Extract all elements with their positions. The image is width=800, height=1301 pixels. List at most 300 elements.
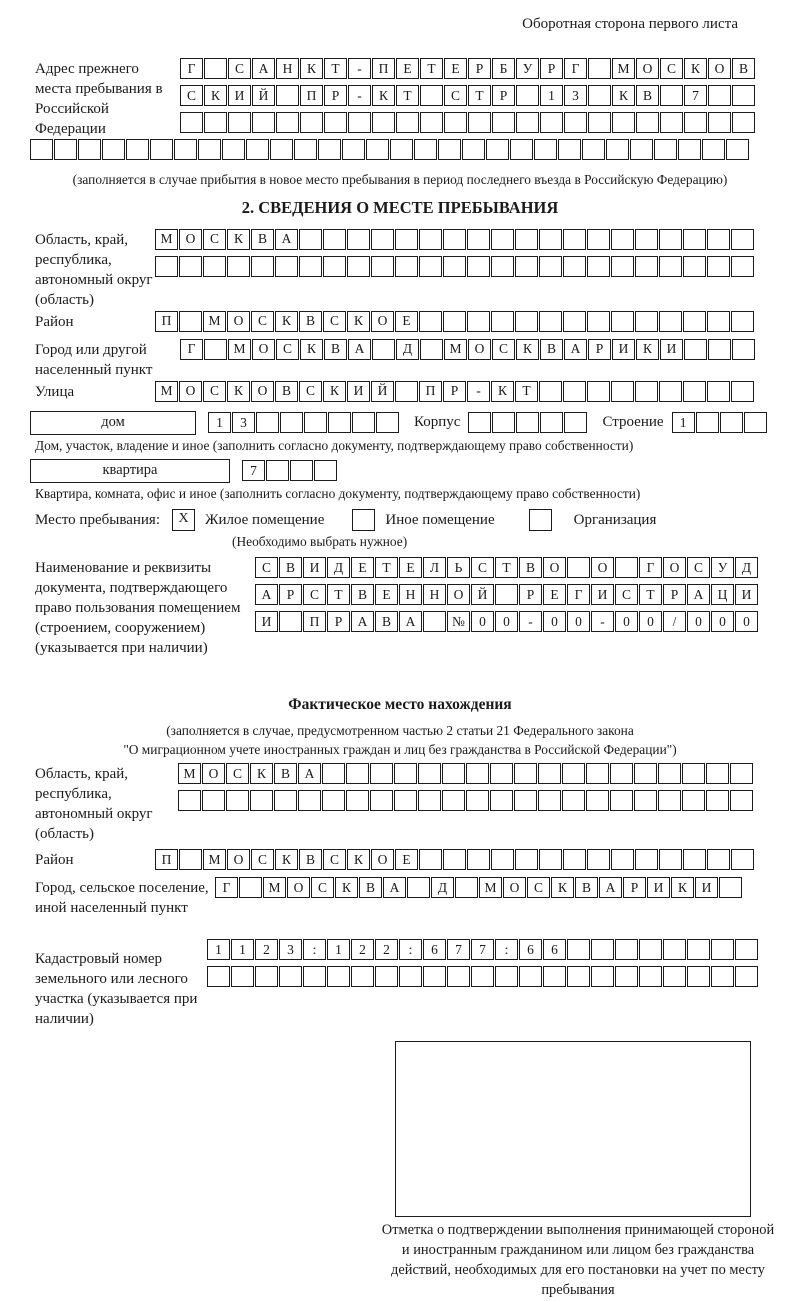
char-cell[interactable] xyxy=(348,112,371,133)
char-cell[interactable]: К xyxy=(300,339,323,360)
char-cell[interactable]: О xyxy=(591,557,614,578)
char-cell[interactable] xyxy=(540,412,563,433)
char-cell[interactable]: С xyxy=(180,85,203,106)
char-cell[interactable] xyxy=(396,112,419,133)
char-cell[interactable] xyxy=(346,790,369,811)
char-cell[interactable] xyxy=(467,849,490,870)
char-cell[interactable] xyxy=(515,229,538,250)
char-cell[interactable]: : xyxy=(399,939,422,960)
char-cell[interactable] xyxy=(443,849,466,870)
char-cell[interactable] xyxy=(204,112,227,133)
char-cell[interactable] xyxy=(443,229,466,250)
char-cell[interactable] xyxy=(543,966,566,987)
char-cell[interactable] xyxy=(372,112,395,133)
char-cell[interactable]: П xyxy=(155,311,178,332)
char-cell[interactable] xyxy=(540,112,563,133)
char-cell[interactable]: Т xyxy=(639,584,662,605)
char-cell[interactable] xyxy=(419,849,442,870)
char-cell[interactable] xyxy=(612,112,635,133)
char-cell[interactable] xyxy=(346,763,369,784)
char-cell[interactable]: Е xyxy=(444,58,467,79)
char-cell[interactable] xyxy=(467,256,490,277)
char-cell[interactable] xyxy=(78,139,101,160)
char-cell[interactable] xyxy=(610,790,633,811)
char-cell[interactable] xyxy=(274,790,297,811)
char-cell[interactable] xyxy=(510,139,533,160)
char-cell[interactable] xyxy=(539,256,562,277)
char-cell[interactable] xyxy=(466,763,489,784)
char-cell[interactable] xyxy=(731,229,754,250)
char-cell[interactable] xyxy=(298,790,321,811)
char-cell[interactable]: С xyxy=(276,339,299,360)
char-cell[interactable]: И xyxy=(228,85,251,106)
char-cell[interactable] xyxy=(490,763,513,784)
char-cell[interactable]: 1 xyxy=(327,939,350,960)
char-cell[interactable] xyxy=(222,139,245,160)
char-cell[interactable] xyxy=(255,966,278,987)
char-cell[interactable]: И xyxy=(255,611,278,632)
char-cell[interactable]: 3 xyxy=(279,939,302,960)
char-cell[interactable]: К xyxy=(636,339,659,360)
char-cell[interactable] xyxy=(615,966,638,987)
char-cell[interactable] xyxy=(726,139,749,160)
char-cell[interactable] xyxy=(251,256,274,277)
char-cell[interactable] xyxy=(155,256,178,277)
char-cell[interactable]: Б xyxy=(492,58,515,79)
char-cell[interactable] xyxy=(322,790,345,811)
char-cell[interactable]: Р xyxy=(327,611,350,632)
char-cell[interactable] xyxy=(538,790,561,811)
char-cell[interactable] xyxy=(443,256,466,277)
char-cell[interactable]: К xyxy=(300,58,323,79)
char-cell[interactable]: Й xyxy=(471,584,494,605)
char-cell[interactable] xyxy=(630,139,653,160)
char-cell[interactable] xyxy=(744,412,767,433)
char-cell[interactable] xyxy=(654,139,677,160)
char-cell[interactable]: : xyxy=(495,939,518,960)
char-cell[interactable]: Т xyxy=(468,85,491,106)
char-cell[interactable]: 3 xyxy=(564,85,587,106)
char-cell[interactable] xyxy=(276,85,299,106)
char-cell[interactable] xyxy=(731,849,754,870)
char-cell[interactable] xyxy=(567,939,590,960)
char-cell[interactable] xyxy=(54,139,77,160)
char-cell[interactable] xyxy=(198,139,221,160)
char-cell[interactable]: Д xyxy=(735,557,758,578)
char-cell[interactable]: 3 xyxy=(232,412,255,433)
char-cell[interactable]: 7 xyxy=(447,939,470,960)
char-cell[interactable]: С xyxy=(203,381,226,402)
char-cell[interactable] xyxy=(707,229,730,250)
char-cell[interactable]: С xyxy=(492,339,515,360)
char-cell[interactable] xyxy=(635,849,658,870)
char-cell[interactable] xyxy=(636,112,659,133)
char-cell[interactable]: К xyxy=(250,763,273,784)
char-cell[interactable]: С xyxy=(687,557,710,578)
char-cell[interactable]: М xyxy=(203,849,226,870)
char-cell[interactable] xyxy=(467,311,490,332)
char-cell[interactable]: А xyxy=(564,339,587,360)
char-cell[interactable] xyxy=(659,256,682,277)
char-cell[interactable] xyxy=(515,311,538,332)
char-cell[interactable] xyxy=(468,412,491,433)
char-cell[interactable]: И xyxy=(347,381,370,402)
char-cell[interactable] xyxy=(696,412,719,433)
char-cell[interactable] xyxy=(730,763,753,784)
char-cell[interactable] xyxy=(615,939,638,960)
char-cell[interactable] xyxy=(323,229,346,250)
char-cell[interactable]: Р xyxy=(443,381,466,402)
char-cell[interactable]: О xyxy=(202,763,225,784)
char-cell[interactable] xyxy=(659,311,682,332)
char-cell[interactable] xyxy=(516,85,539,106)
char-cell[interactable]: П xyxy=(303,611,326,632)
char-cell[interactable] xyxy=(707,311,730,332)
char-cell[interactable] xyxy=(256,412,279,433)
char-cell[interactable]: Р xyxy=(540,58,563,79)
char-cell[interactable] xyxy=(279,966,302,987)
char-cell[interactable] xyxy=(720,412,743,433)
char-cell[interactable]: Л xyxy=(423,557,446,578)
char-cell[interactable]: О xyxy=(543,557,566,578)
char-cell[interactable]: К xyxy=(347,311,370,332)
char-cell[interactable] xyxy=(682,790,705,811)
char-cell[interactable]: С xyxy=(323,849,346,870)
char-cell[interactable]: В xyxy=(732,58,755,79)
char-cell[interactable]: С xyxy=(444,85,467,106)
char-cell[interactable] xyxy=(539,311,562,332)
char-cell[interactable] xyxy=(394,790,417,811)
char-cell[interactable] xyxy=(252,112,275,133)
char-cell[interactable]: И xyxy=(647,877,670,898)
char-cell[interactable] xyxy=(491,229,514,250)
char-cell[interactable]: О xyxy=(287,877,310,898)
char-cell[interactable]: 1 xyxy=(207,939,230,960)
char-cell[interactable]: 2 xyxy=(351,939,374,960)
char-cell[interactable] xyxy=(707,381,730,402)
char-cell[interactable]: О xyxy=(179,229,202,250)
char-cell[interactable] xyxy=(318,139,341,160)
char-cell[interactable]: В xyxy=(299,311,322,332)
char-cell[interactable]: А xyxy=(383,877,406,898)
char-cell[interactable]: 1 xyxy=(208,412,231,433)
char-cell[interactable] xyxy=(707,256,730,277)
char-cell[interactable]: К xyxy=(516,339,539,360)
char-cell[interactable] xyxy=(539,229,562,250)
char-cell[interactable] xyxy=(706,763,729,784)
char-cell[interactable]: И xyxy=(735,584,758,605)
char-cell[interactable] xyxy=(495,966,518,987)
char-cell[interactable] xyxy=(370,763,393,784)
char-cell[interactable] xyxy=(342,139,365,160)
char-cell[interactable] xyxy=(587,381,610,402)
char-cell[interactable] xyxy=(567,557,590,578)
char-cell[interactable] xyxy=(663,966,686,987)
char-cell[interactable] xyxy=(322,763,345,784)
char-cell[interactable] xyxy=(563,849,586,870)
char-cell[interactable]: О xyxy=(503,877,526,898)
char-cell[interactable] xyxy=(732,339,755,360)
char-cell[interactable] xyxy=(563,229,586,250)
char-cell[interactable]: О xyxy=(468,339,491,360)
char-cell[interactable]: С xyxy=(303,584,326,605)
char-cell[interactable]: П xyxy=(155,849,178,870)
char-cell[interactable]: В xyxy=(251,229,274,250)
char-cell[interactable] xyxy=(207,966,230,987)
char-cell[interactable]: Ц xyxy=(711,584,734,605)
char-cell[interactable]: Г xyxy=(567,584,590,605)
char-cell[interactable] xyxy=(611,381,634,402)
char-cell[interactable] xyxy=(706,790,729,811)
char-cell[interactable]: В xyxy=(519,557,542,578)
char-cell[interactable] xyxy=(611,229,634,250)
char-cell[interactable] xyxy=(202,790,225,811)
char-cell[interactable]: Т xyxy=(396,85,419,106)
char-cell[interactable]: С xyxy=(311,877,334,898)
char-cell[interactable] xyxy=(635,311,658,332)
char-cell[interactable] xyxy=(394,763,417,784)
char-cell[interactable] xyxy=(683,256,706,277)
char-cell[interactable]: К xyxy=(275,311,298,332)
char-cell[interactable]: С xyxy=(226,763,249,784)
char-cell[interactable]: А xyxy=(599,877,622,898)
char-cell[interactable] xyxy=(279,611,302,632)
char-cell[interactable]: Т xyxy=(495,557,518,578)
char-cell[interactable]: В xyxy=(636,85,659,106)
char-cell[interactable] xyxy=(588,112,611,133)
char-cell[interactable]: О xyxy=(179,381,202,402)
char-cell[interactable]: В xyxy=(324,339,347,360)
char-cell[interactable] xyxy=(563,381,586,402)
char-cell[interactable] xyxy=(587,311,610,332)
char-cell[interactable] xyxy=(684,112,707,133)
char-cell[interactable] xyxy=(466,790,489,811)
char-cell[interactable] xyxy=(266,460,289,481)
char-cell[interactable] xyxy=(735,966,758,987)
char-cell[interactable]: 0 xyxy=(543,611,566,632)
char-cell[interactable]: Р xyxy=(519,584,542,605)
char-cell[interactable]: Р xyxy=(623,877,646,898)
char-cell[interactable]: А xyxy=(399,611,422,632)
char-cell[interactable] xyxy=(468,112,491,133)
char-cell[interactable]: В xyxy=(351,584,374,605)
char-cell[interactable]: О xyxy=(227,849,250,870)
char-cell[interactable]: О xyxy=(227,311,250,332)
char-cell[interactable] xyxy=(443,311,466,332)
char-cell[interactable]: О xyxy=(371,311,394,332)
char-cell[interactable] xyxy=(179,256,202,277)
char-cell[interactable]: С xyxy=(299,381,322,402)
char-cell[interactable] xyxy=(495,584,518,605)
char-cell[interactable] xyxy=(735,939,758,960)
char-cell[interactable]: О xyxy=(252,339,275,360)
char-cell[interactable] xyxy=(395,381,418,402)
char-cell[interactable]: П xyxy=(372,58,395,79)
char-cell[interactable]: К xyxy=(551,877,574,898)
char-cell[interactable]: Г xyxy=(180,339,203,360)
char-cell[interactable] xyxy=(351,966,374,987)
char-cell[interactable]: 7 xyxy=(471,939,494,960)
char-cell[interactable]: 2 xyxy=(255,939,278,960)
char-cell[interactable]: Е xyxy=(375,584,398,605)
char-cell[interactable] xyxy=(634,790,657,811)
char-cell[interactable] xyxy=(635,381,658,402)
char-cell[interactable] xyxy=(711,966,734,987)
house-type-box[interactable] xyxy=(30,411,196,435)
char-cell[interactable]: Р xyxy=(279,584,302,605)
char-cell[interactable] xyxy=(239,877,262,898)
char-cell[interactable] xyxy=(366,139,389,160)
char-cell[interactable] xyxy=(491,849,514,870)
char-cell[interactable]: 0 xyxy=(639,611,662,632)
char-cell[interactable]: А xyxy=(298,763,321,784)
char-cell[interactable]: Р xyxy=(588,339,611,360)
char-cell[interactable] xyxy=(299,256,322,277)
char-cell[interactable]: Т xyxy=(324,58,347,79)
char-cell[interactable]: А xyxy=(275,229,298,250)
char-cell[interactable]: 6 xyxy=(543,939,566,960)
char-cell[interactable]: Т xyxy=(420,58,443,79)
char-cell[interactable]: Т xyxy=(327,584,350,605)
char-cell[interactable]: О xyxy=(251,381,274,402)
char-cell[interactable]: Е xyxy=(543,584,566,605)
char-cell[interactable]: М xyxy=(228,339,251,360)
char-cell[interactable]: Р xyxy=(492,85,515,106)
char-cell[interactable]: У xyxy=(711,557,734,578)
char-cell[interactable]: - xyxy=(348,85,371,106)
char-cell[interactable] xyxy=(534,139,557,160)
char-cell[interactable] xyxy=(467,229,490,250)
char-cell[interactable]: Е xyxy=(396,58,419,79)
char-cell[interactable] xyxy=(30,139,53,160)
char-cell[interactable] xyxy=(102,139,125,160)
char-cell[interactable] xyxy=(491,311,514,332)
char-cell[interactable]: : xyxy=(303,939,326,960)
char-cell[interactable] xyxy=(347,256,370,277)
char-cell[interactable]: К xyxy=(227,381,250,402)
char-cell[interactable] xyxy=(420,339,443,360)
char-cell[interactable]: О xyxy=(371,849,394,870)
char-cell[interactable]: 1 xyxy=(540,85,563,106)
char-cell[interactable] xyxy=(314,460,337,481)
char-cell[interactable] xyxy=(491,256,514,277)
char-cell[interactable] xyxy=(558,139,581,160)
char-cell[interactable]: Д xyxy=(396,339,419,360)
char-cell[interactable] xyxy=(420,85,443,106)
char-cell[interactable] xyxy=(294,139,317,160)
char-cell[interactable]: Н xyxy=(423,584,446,605)
char-cell[interactable]: К xyxy=(275,849,298,870)
char-cell[interactable]: Т xyxy=(375,557,398,578)
char-cell[interactable] xyxy=(563,256,586,277)
char-cell[interactable] xyxy=(588,85,611,106)
char-cell[interactable]: О xyxy=(663,557,686,578)
char-cell[interactable] xyxy=(562,763,585,784)
char-cell[interactable] xyxy=(174,139,197,160)
char-cell[interactable]: Й xyxy=(371,381,394,402)
char-cell[interactable] xyxy=(730,790,753,811)
char-cell[interactable] xyxy=(678,139,701,160)
char-cell[interactable] xyxy=(663,939,686,960)
char-cell[interactable]: / xyxy=(663,611,686,632)
char-cell[interactable] xyxy=(407,877,430,898)
char-cell[interactable] xyxy=(711,939,734,960)
char-cell[interactable] xyxy=(270,139,293,160)
char-cell[interactable]: К xyxy=(347,849,370,870)
char-cell[interactable] xyxy=(707,849,730,870)
char-cell[interactable]: У xyxy=(516,58,539,79)
char-cell[interactable] xyxy=(514,790,537,811)
char-cell[interactable] xyxy=(471,966,494,987)
char-cell[interactable]: М xyxy=(479,877,502,898)
char-cell[interactable]: С xyxy=(251,849,274,870)
char-cell[interactable] xyxy=(635,256,658,277)
char-cell[interactable] xyxy=(564,112,587,133)
stay-other-premises-checkbox[interactable] xyxy=(352,509,375,531)
char-cell[interactable] xyxy=(304,412,327,433)
char-cell[interactable] xyxy=(634,763,657,784)
char-cell[interactable] xyxy=(455,877,478,898)
char-cell[interactable]: С xyxy=(323,311,346,332)
char-cell[interactable] xyxy=(390,139,413,160)
char-cell[interactable] xyxy=(658,790,681,811)
char-cell[interactable] xyxy=(515,256,538,277)
char-cell[interactable] xyxy=(591,966,614,987)
char-cell[interactable] xyxy=(228,112,251,133)
char-cell[interactable]: 0 xyxy=(495,611,518,632)
char-cell[interactable]: Е xyxy=(395,849,418,870)
char-cell[interactable]: Г xyxy=(180,58,203,79)
char-cell[interactable] xyxy=(280,412,303,433)
char-cell[interactable] xyxy=(639,939,662,960)
char-cell[interactable] xyxy=(423,966,446,987)
char-cell[interactable]: А xyxy=(252,58,275,79)
char-cell[interactable]: 6 xyxy=(519,939,542,960)
char-cell[interactable] xyxy=(324,112,347,133)
char-cell[interactable]: Р xyxy=(663,584,686,605)
char-cell[interactable]: А xyxy=(255,584,278,605)
char-cell[interactable] xyxy=(246,139,269,160)
char-cell[interactable]: Е xyxy=(351,557,374,578)
char-cell[interactable]: Н xyxy=(399,584,422,605)
char-cell[interactable] xyxy=(659,849,682,870)
char-cell[interactable] xyxy=(564,412,587,433)
char-cell[interactable] xyxy=(300,112,323,133)
char-cell[interactable] xyxy=(179,311,202,332)
char-cell[interactable] xyxy=(376,412,399,433)
char-cell[interactable]: 0 xyxy=(471,611,494,632)
char-cell[interactable] xyxy=(582,139,605,160)
char-cell[interactable] xyxy=(659,229,682,250)
char-cell[interactable] xyxy=(682,763,705,784)
char-cell[interactable] xyxy=(731,381,754,402)
char-cell[interactable] xyxy=(660,112,683,133)
char-cell[interactable]: Г xyxy=(564,58,587,79)
char-cell[interactable] xyxy=(658,763,681,784)
char-cell[interactable] xyxy=(126,139,149,160)
char-cell[interactable] xyxy=(419,256,442,277)
char-cell[interactable]: - xyxy=(591,611,614,632)
char-cell[interactable] xyxy=(539,381,562,402)
char-cell[interactable]: А xyxy=(351,611,374,632)
char-cell[interactable] xyxy=(275,256,298,277)
char-cell[interactable] xyxy=(486,139,509,160)
char-cell[interactable] xyxy=(231,966,254,987)
char-cell[interactable] xyxy=(399,966,422,987)
char-cell[interactable] xyxy=(586,763,609,784)
char-cell[interactable] xyxy=(639,966,662,987)
char-cell[interactable]: Е xyxy=(399,557,422,578)
